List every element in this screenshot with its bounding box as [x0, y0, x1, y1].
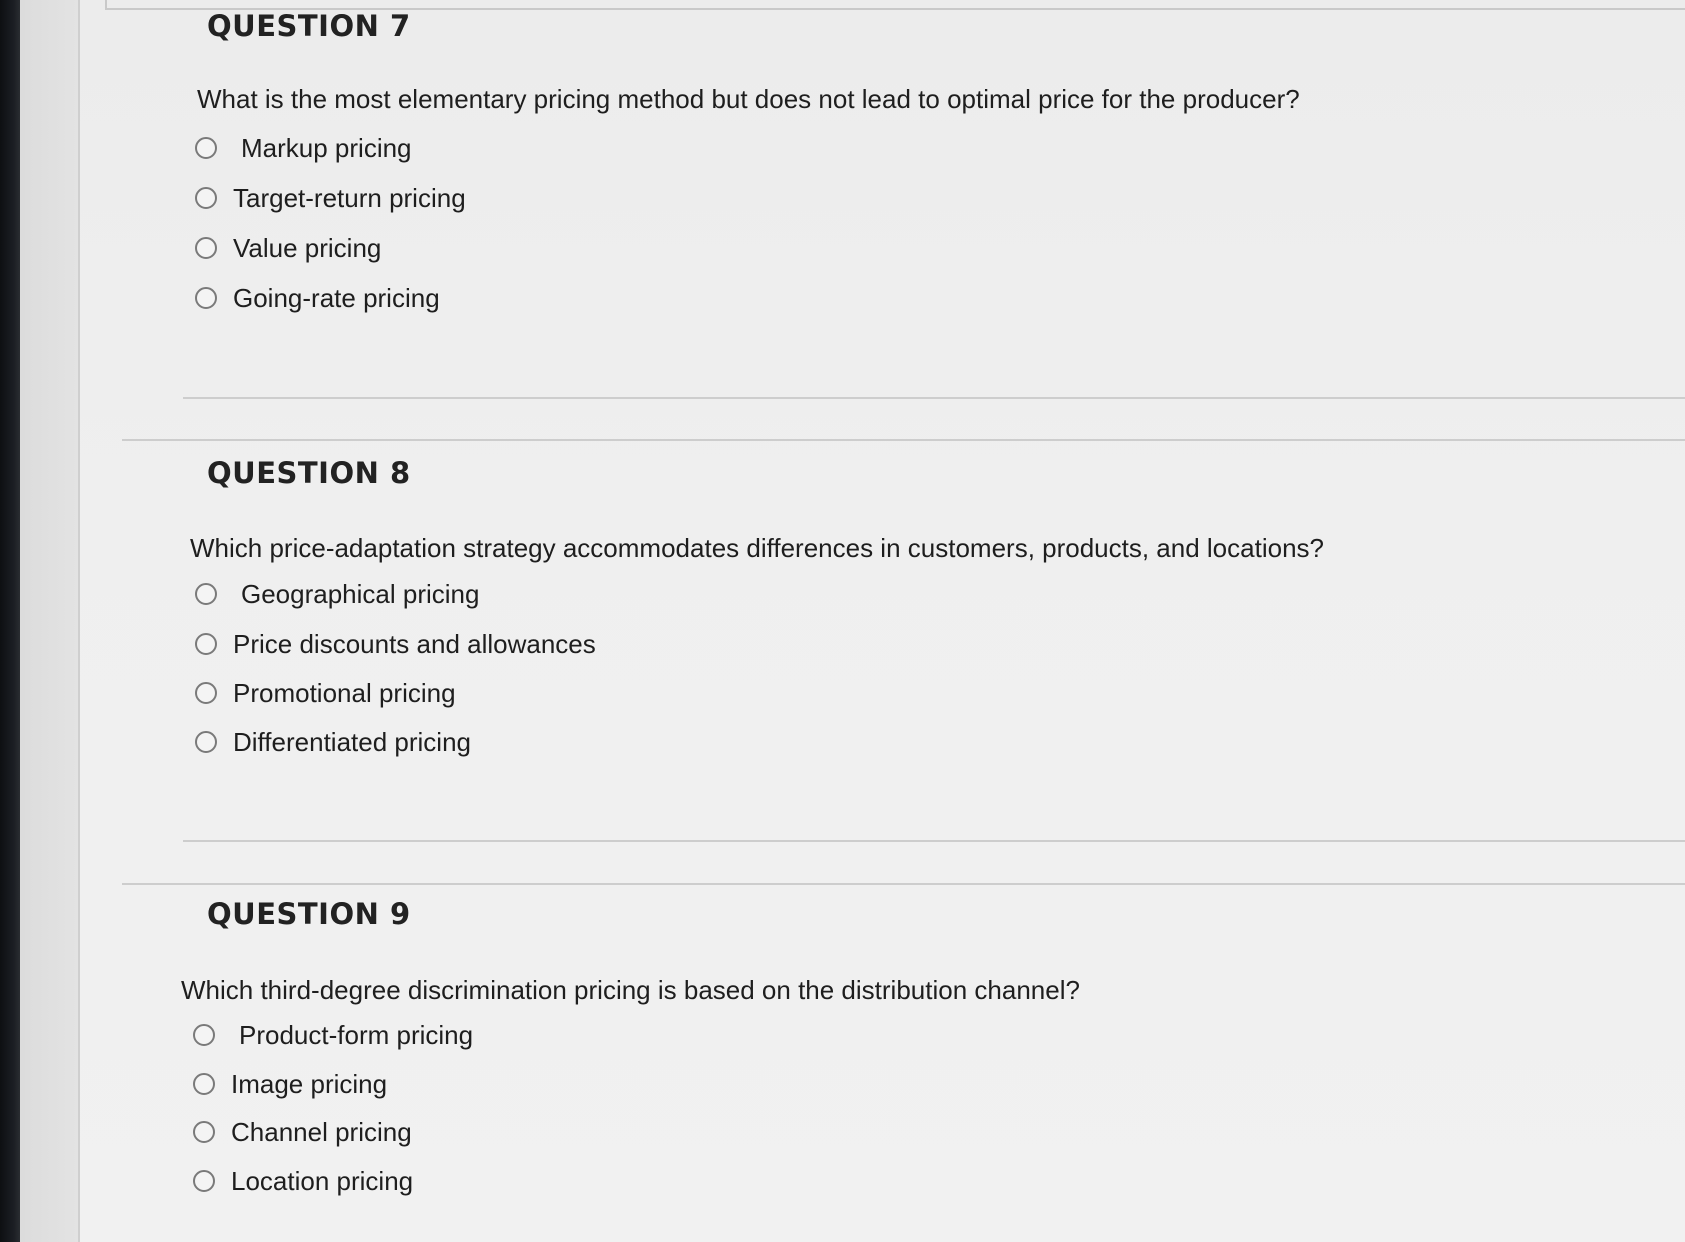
question-8-divider: [183, 840, 1685, 842]
question-9-option-channel[interactable]: [193, 1114, 412, 1150]
radio-button[interactable]: [195, 187, 217, 209]
option-label: Target-return pricing: [233, 182, 466, 213]
radio-button[interactable]: [195, 633, 217, 655]
question-9-option-product-form[interactable]: [193, 1017, 473, 1053]
screen-bezel: [0, 0, 20, 1242]
option-label: Promotional pricing: [233, 677, 456, 708]
radio-button[interactable]: [195, 583, 217, 605]
radio-button[interactable]: [195, 237, 217, 259]
option-label: Markup pricing: [241, 132, 412, 163]
radio-button[interactable]: [193, 1024, 215, 1046]
radio-button[interactable]: [193, 1170, 215, 1192]
option-label: Product-form pricing: [239, 1019, 474, 1050]
question-7-prompt: What is the most elementary pricing method but does not lead to optimal price for the producer?: [197, 84, 1300, 114]
option-label: Going-rate pricing: [233, 282, 440, 313]
left-gutter: [20, 0, 78, 1242]
question-8-option-geographical[interactable]: [195, 576, 479, 612]
question-7-option-going-rate[interactable]: [195, 280, 440, 316]
question-9-option-location[interactable]: [193, 1163, 413, 1199]
section-separator-2: [122, 883, 1685, 885]
option-label: Channel pricing: [231, 1116, 412, 1147]
question-7-divider: [183, 397, 1685, 399]
question-9-option-image[interactable]: [193, 1066, 387, 1102]
question-7-option-markup[interactable]: [195, 130, 412, 166]
question-8-title: QUESTION 8: [207, 456, 411, 490]
question-7-title: QUESTION 7: [207, 9, 411, 43]
radio-button[interactable]: [193, 1121, 215, 1143]
question-8-prompt: Which price-adaptation strategy accommodates differences in customers, products, and locations?: [190, 533, 1324, 563]
section-separator-1: [122, 439, 1685, 441]
radio-button[interactable]: [195, 287, 217, 309]
option-label: Image pricing: [231, 1068, 388, 1099]
option-label: Differentiated pricing: [233, 726, 471, 757]
option-label: Geographical pricing: [241, 578, 480, 609]
option-label: Value pricing: [233, 232, 382, 263]
question-7-option-value[interactable]: [195, 230, 381, 266]
option-label: Location pricing: [231, 1165, 414, 1196]
radio-button[interactable]: [195, 137, 217, 159]
question-8-option-promotional[interactable]: [195, 675, 456, 711]
radio-button[interactable]: [195, 682, 217, 704]
option-label: Price discounts and allowances: [233, 628, 596, 659]
question-8-option-discounts[interactable]: [195, 626, 596, 662]
radio-button[interactable]: [193, 1073, 215, 1095]
radio-button[interactable]: [195, 731, 217, 753]
question-9-title: QUESTION 9: [207, 897, 411, 931]
question-7-option-target-return[interactable]: [195, 180, 466, 216]
question-9-prompt: Which third-degree discrimination pricing is based on the distribution channel?: [181, 975, 1080, 1005]
question-8-option-differentiated[interactable]: [195, 724, 471, 760]
